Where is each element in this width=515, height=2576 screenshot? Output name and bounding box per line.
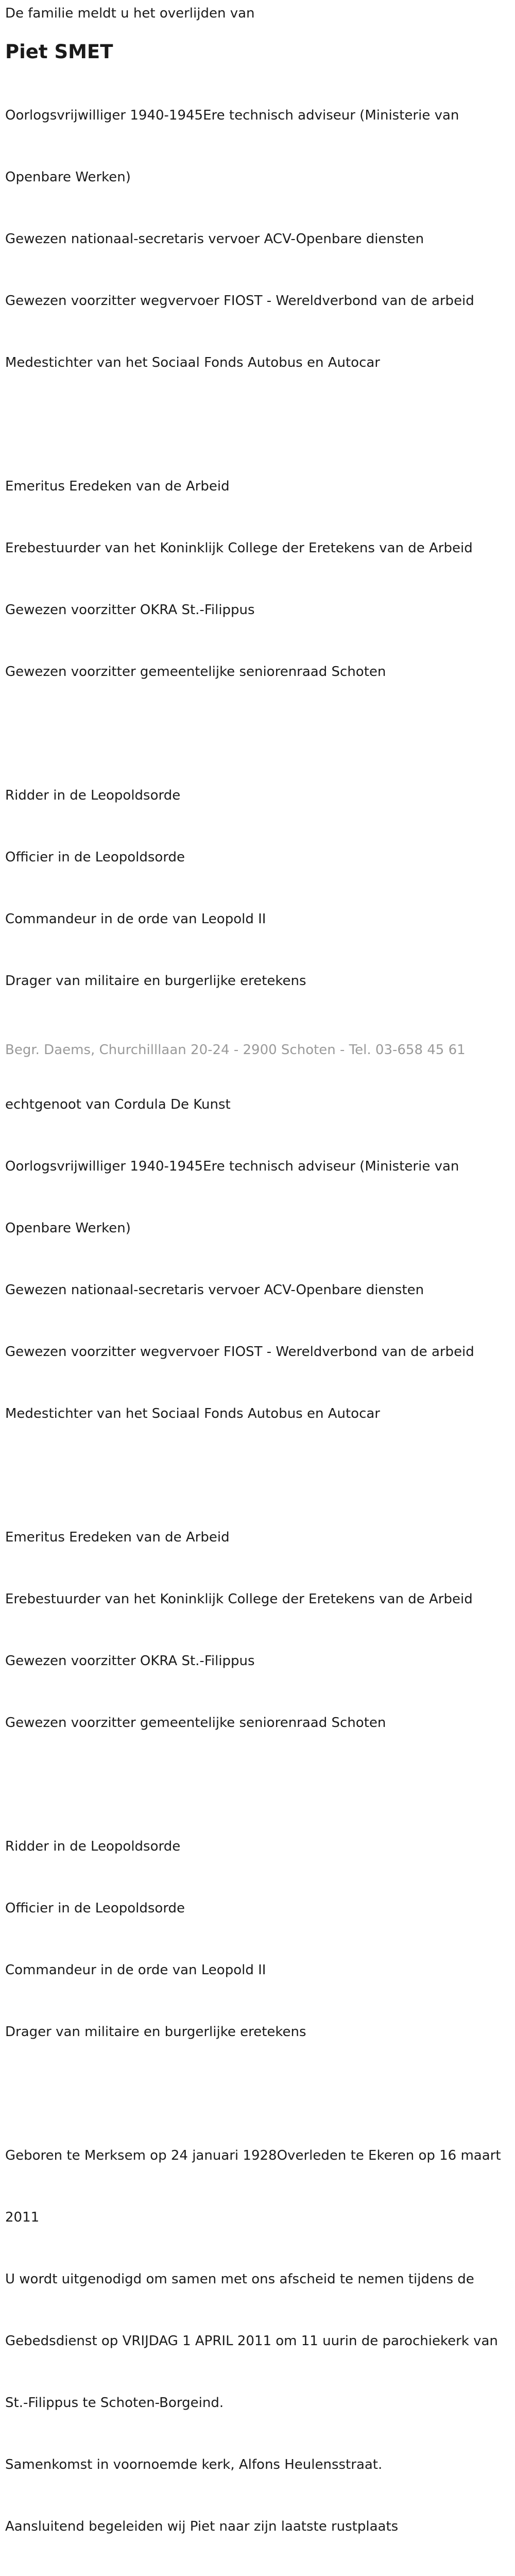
text-line: Oorlogsvrijwilliger 1940-1945Ere technisch adviseur (Ministerie van <box>5 1159 459 1174</box>
text-line: Officier in de Leopoldsorde <box>5 1901 185 1916</box>
text-line: Geboren te Merksem op 24 januari 1928Overleden te Ekeren op 16 maart <box>5 2148 501 2163</box>
text-line: Samenkomst in voornoemde kerk, Alfons Heulensstraat. <box>5 2457 383 2472</box>
spouse-block-1 <box>5 1053 510 1465</box>
text-line: Gewezen voorzitter wegvervoer FIOST - Wereldverbond van de arbeid <box>5 293 474 309</box>
text-line: Oorlogsvrijwilliger 1940-1945Ere technisch adviseur (Ministerie van <box>5 108 459 123</box>
titles-block-3 <box>5 744 510 1032</box>
text-line: Erebestuurder van het Koninklijk College der Eretekens van de Arbeid <box>5 540 473 556</box>
deceased-name: Piet SMET <box>5 41 113 63</box>
spacer <box>5 1465 510 1486</box>
text-line: Commandeur in de orde van Leopold II <box>5 911 266 927</box>
text-line: Openbare Werken) <box>5 1221 131 1236</box>
text-line: Gewezen voorzitter gemeentelijke seniorenraad Schoten <box>5 664 386 680</box>
text-line: Medestichter van het Sociaal Fonds Autobus en Autocar <box>5 355 380 370</box>
text-line: Gewezen voorzitter gemeentelijke seniorenraad Schoten <box>5 1715 386 1731</box>
titles-block-2 <box>5 435 510 723</box>
text-line: Emeritus Eredeken van de Arbeid <box>5 479 230 494</box>
text-line: Medestichter van het Sociaal Fonds Autobus en Autocar <box>5 1406 380 1421</box>
spacer <box>5 723 510 744</box>
titles-block-1 <box>5 64 510 414</box>
text-line: Openbare Werken) <box>5 170 131 185</box>
text-line: Aansluitend begeleiden wij Piet naar zijn laatste rustplaats <box>5 2519 399 2534</box>
spouse-line: echtgenoot van Cordula De Kunst <box>5 1097 231 1112</box>
text-line: Gewezen nationaal-secretaris vervoer ACV-Openbare diensten <box>5 231 424 247</box>
text-line: Gewezen nationaal-secretaris vervoer ACV-Openbare diensten <box>5 1282 424 1298</box>
text-line: Ridder in de Leopoldsorde <box>5 1839 181 1854</box>
text-line: U wordt uitgenodigd om samen met ons afscheid te nemen tijdens de <box>5 2272 474 2287</box>
text-line: Erebestuurder van het Koninklijk College der Eretekens van de Arbeid <box>5 1591 473 1607</box>
text-line: Gewezen voorzitter OKRA St.-Filippus <box>5 602 255 618</box>
text-line: Commandeur in de orde van Leopold II <box>5 1962 266 1978</box>
text-line: Officier in de Leopoldsorde <box>5 850 185 865</box>
text-line: Gewezen voorzitter wegvervoer FIOST - Wereldverbond van de arbeid <box>5 1344 474 1360</box>
spouse-block-2 <box>5 1486 510 1774</box>
text-line: Drager van militaire en burgerlijke eretekens <box>5 973 306 989</box>
text-line: 2011 <box>5 2210 40 2225</box>
spouse-block-3 <box>5 1795 510 2083</box>
spacer <box>5 414 510 435</box>
text-line: Gebedsdienst op VRIJDAG 1 APRIL 2011 om 11 uurin de parochiekerk van <box>5 2333 498 2349</box>
spacer <box>5 1774 510 1795</box>
text-line: Gewezen voorzitter OKRA St.-Filippus <box>5 1653 255 1669</box>
intro-text: De familie meldt u het overlijden van <box>5 6 255 21</box>
text-line: Emeritus Eredeken van de Arbeid <box>5 1530 230 1545</box>
spacer <box>5 2083 510 2104</box>
service-block <box>5 2104 510 2576</box>
text-line: Drager van militaire en burgerlijke eretekens <box>5 2024 306 2040</box>
funeral-home-footer: Begr. Daems, Churchilllaan 20-24 - 2900 Schoten - Tel. 03-658 45 61 <box>5 1042 466 1058</box>
text-line: Ridder in de Leopoldsorde <box>5 788 181 803</box>
text-line: St.-Filippus te Schoten-Borgeind. <box>5 2395 224 2411</box>
